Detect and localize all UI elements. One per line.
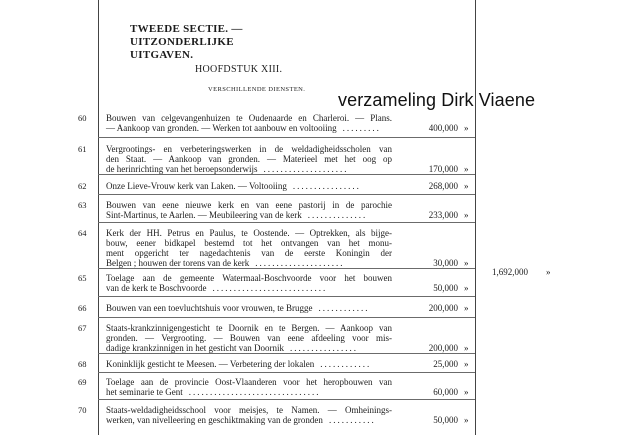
- description-line: Onze Lieve-Vrouw kerk van Laken. — Voltooiing: [106, 181, 287, 191]
- chapter-heading: HOOFDSTUK XIII.: [195, 64, 283, 75]
- section-title-line-2: UITGAVEN.: [130, 49, 194, 61]
- amount-marker: »: [464, 164, 469, 174]
- description-line: Toelage aan de provincie Oost-Vlaanderen voor het heropbouwen van: [106, 377, 392, 387]
- entry-number: 67: [78, 323, 87, 333]
- entry-amount: 200,000: [428, 343, 458, 353]
- description-line: Bouwen van celgevangenhuizen te Oudenaarde en Charleroi. — Plans.: [106, 113, 392, 123]
- description-line: van de kerk te Boschvoorde: [106, 283, 207, 293]
- entry-number: 65: [78, 273, 87, 283]
- entry-amount: 50,000: [433, 415, 458, 425]
- description-line: Staats-weldadigheidsschool voor meisjes, te Namen. — Omheinings-: [106, 405, 392, 415]
- total-marker: »: [546, 267, 551, 277]
- entry-number: 64: [78, 228, 87, 238]
- description-line: Kerk der HH. Petrus en Paulus, te Oostende. — Optrekken, als bijge-: [106, 228, 392, 238]
- amount-marker: »: [464, 123, 469, 133]
- dot-leader: .....................: [255, 258, 345, 268]
- amount-marker: »: [464, 303, 469, 313]
- amount-marker: »: [464, 359, 469, 369]
- description-line: Sint-Martinus, te Aarlen. — Meubileering van de kerk: [106, 210, 302, 220]
- dot-leader: ................: [292, 181, 361, 191]
- dot-leader: ...........................: [212, 283, 328, 293]
- amount-marker: »: [464, 415, 469, 425]
- amount-marker: »: [464, 387, 469, 397]
- entry-number: 62: [78, 181, 87, 191]
- entry-number: 60: [78, 113, 87, 123]
- dot-leader: .........: [342, 123, 381, 133]
- entry-amount: 400,000: [428, 123, 458, 133]
- entry-number: 68: [78, 359, 87, 369]
- amount-marker: »: [464, 283, 469, 293]
- row-divider: [98, 174, 475, 175]
- amount-marker: »: [464, 210, 469, 220]
- entry-number: 63: [78, 200, 87, 210]
- right-column-rule: [475, 0, 476, 435]
- entry-number: 66: [78, 303, 87, 313]
- description-line: — Aankoop van gronden. — Werken tot aanbouw en voltooiing: [106, 123, 337, 133]
- subheading: VERSCHILLENDE DIENSTEN.: [208, 86, 306, 93]
- row-divider: [98, 137, 475, 138]
- description-line: den Staat. — Aankoop van gronden. — Materieel met het oog op: [106, 154, 392, 164]
- description-line: Vergrootings- en verbeteringswerken in de weldadigheidsscholen van: [106, 144, 392, 154]
- description-line: bouw, eener bidkapel bestemd tot het ontvangen van het monu-: [106, 238, 392, 248]
- amount-marker: »: [464, 258, 469, 268]
- row-divider: [98, 296, 475, 297]
- entry-number: 70: [78, 405, 87, 415]
- description-line: werken, van nivelleering en geschiktmaking van de gronden: [106, 415, 323, 425]
- description-line: gronden. — Vergrooting. — Bouwen van eene afdeeling voor mis-: [106, 333, 392, 343]
- entry-amount: 233,000: [428, 210, 458, 220]
- description-line: Toelage aan de gemeente Watermaal-Boschvoorde voor het bouwen: [106, 273, 392, 283]
- entry-amount: 50,000: [433, 283, 458, 293]
- section-title-line-1: TWEEDE SECTIE. — UITZONDERLIJKE: [130, 23, 243, 48]
- amount-marker: »: [464, 343, 469, 353]
- collection-watermark: verzameling Dirk Viaene: [338, 90, 536, 110]
- dot-leader: ............: [320, 359, 372, 369]
- entry-amount: 200,000: [428, 303, 458, 313]
- entry-amount: 60,000: [433, 387, 458, 397]
- description-line: Bouwen van eene nieuwe kerk en van eene pastorij in de parochie: [106, 200, 392, 210]
- description-line: dadige krankzinnigen in het gesticht van Doornik: [106, 343, 284, 353]
- description-line: Bouwen van een toevluchtshuis voor vrouwen, te Brugge: [106, 303, 313, 313]
- dot-leader: ..............: [307, 210, 368, 220]
- entry-amount: 30,000: [433, 258, 458, 268]
- section-title: [130, 23, 330, 62]
- description-line: de herinrichting van het beroepsonderwijs: [106, 164, 258, 174]
- dot-leader: ................: [289, 343, 358, 353]
- row-divider: [98, 194, 475, 195]
- row-divider: [98, 222, 475, 223]
- row-divider: [98, 372, 475, 373]
- description-line: Staats-krankzinnigengesticht te Doornik en te Bergen. — Aankoop van: [106, 323, 392, 333]
- left-column-rule: [98, 0, 99, 435]
- row-divider: [98, 268, 475, 269]
- description-line: Koninklijk gesticht te Meesen. — Verbetering der lokalen: [106, 359, 315, 369]
- description-line: ment opgericht ter nagedachtenis van de eerste Koningin der: [106, 248, 392, 258]
- amount-marker: »: [464, 181, 469, 191]
- entry-amount: 25,000: [433, 359, 458, 369]
- description-line: Belgen ; houwen der torens van de kerk: [106, 258, 250, 268]
- description-line: het seminarie te Gent: [106, 387, 183, 397]
- dot-leader: ...........: [328, 415, 376, 425]
- entry-amount: 170,000: [428, 164, 458, 174]
- chapter-total: 1,692,000: [492, 267, 528, 277]
- entry-number: 69: [78, 377, 87, 387]
- dot-leader: ............: [318, 303, 370, 313]
- row-divider: [98, 399, 475, 400]
- entry-number: 61: [78, 144, 87, 154]
- entry-amount: 268,000: [428, 181, 458, 191]
- row-divider: [98, 353, 475, 354]
- dot-leader: ....................: [263, 164, 349, 174]
- dot-leader: ...............................: [188, 387, 321, 397]
- row-divider: [98, 317, 475, 318]
